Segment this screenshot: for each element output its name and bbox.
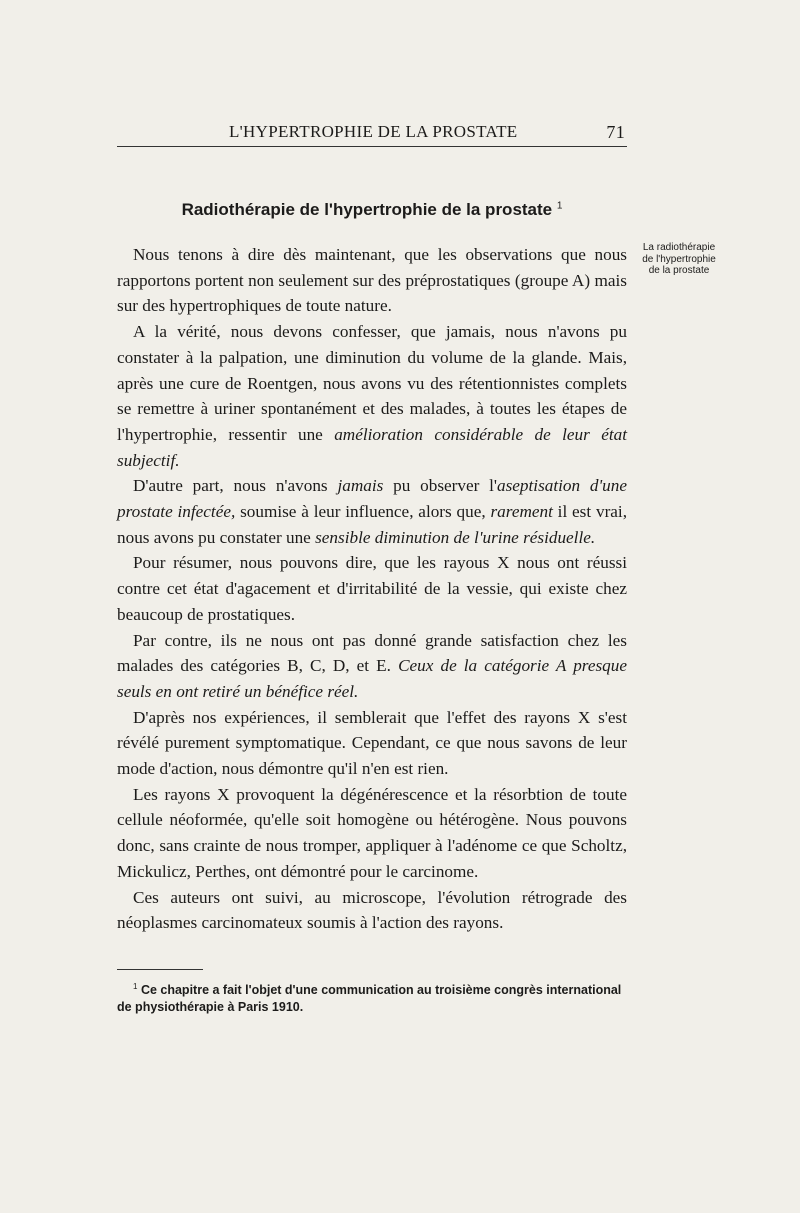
header-rule <box>117 146 627 147</box>
running-title: L'HYPERTROPHIE DE LA PROSTATE <box>229 122 518 141</box>
text-run: Par contre, ils ne nous ont pas donné grande satisfaction chez les malades des catégories B, C, D, et E. <box>117 630 627 676</box>
italic-text: jamais <box>337 476 384 496</box>
text-run: Ces auteurs ont suivi, au microscope, l'évolution rétrograde des néoplasmes carcinomateux soumis à l'action des rayons. <box>117 887 627 933</box>
italic-text: rarement <box>490 502 553 522</box>
footnote <box>117 978 627 1016</box>
paragraph <box>117 885 627 936</box>
margin-note-line: de la prostate <box>648 265 710 276</box>
text-run: soumise à leur influence, alors que, <box>235 502 491 522</box>
footnote-rule <box>117 969 203 970</box>
footnote-mark: 1 <box>133 982 138 991</box>
section-title <box>117 200 627 220</box>
text-run: Pour résumer, nous pouvons dire, que les rayous X nous ont réussi contre cet état d'agacement et d'irritabilité de la vessie, qui existe chez beaucoup de prostatiques. <box>117 553 627 624</box>
text-run: Les rayons X provoquent la dégénérescence et la résorbtion de toute cellule néoformée, qu'elle soit homogène ou hétérogène. Nous pouvons donc, sans crainte de nous tromper, appliquer à l'adénome ce que Scholtz, Mickulicz, Perthes, ont démontré pour le carcinome. <box>117 784 627 881</box>
margin-note-line: de l'hypertrophie <box>642 253 716 265</box>
text-run: D'après nos expériences, il semblerait que l'effet des rayons X s'est révélé purement symptomatique. Cependant, ce que nous savons de leur mode d'action, nous démontre qu'il n'en est rien. <box>117 707 627 779</box>
margin-note <box>639 242 719 277</box>
margin-note-line: La radiothérapie <box>642 242 716 253</box>
paragraph <box>117 242 627 319</box>
footnote-reference: 1 <box>556 200 563 212</box>
text-run: Nous tenons à dire dès maintenant, que les observations que nous rapportons portent non seulement sur des préprostatiques (groupe A) mais sur des hypertrophiques de toute nature. <box>117 245 627 316</box>
italic-text: aseptisation d'une prostate infectée, <box>117 476 628 522</box>
paragraph <box>117 473 627 550</box>
page-number: 71 <box>606 122 625 142</box>
paragraph <box>117 550 627 627</box>
paragraph <box>117 628 627 705</box>
body-text <box>117 242 627 936</box>
italic-text: sensible diminution de l'urine résiduelle. <box>315 527 596 547</box>
text-run: A la vérité, nous devons confesser, que jamais, nous n'avons pu constater à la palpation, une diminution du volume de la glande. Mais, après une cure de Roentgen, nous avons vu des rétentionnistes complets se remettre à uriner spontanément et des malades, à toutes les étapes de l'hypertrophie, ressentir une <box>117 322 627 444</box>
text-run: D'autre part, nous n'avons <box>133 476 338 496</box>
footnote-text: Ce chapitre a fait l'objet d'une communication au troisième congrès international de physiothérapie à Paris 1910. <box>117 983 622 1015</box>
text-run: il est vrai, nous avons pu constater une <box>117 502 627 547</box>
paragraph <box>117 705 627 782</box>
paragraph <box>117 319 627 473</box>
italic-text: Ceux de la catégorie A presque seuls en ont retiré un bénéfice réel. <box>117 656 627 701</box>
text-run: pu observer l' <box>383 476 498 496</box>
section-title-text: Radiothérapie de l'hypertrophie de la prostate <box>181 200 553 219</box>
italic-text: amélioration considérable de leur état subjectif. <box>117 424 627 470</box>
paragraph <box>117 782 627 885</box>
